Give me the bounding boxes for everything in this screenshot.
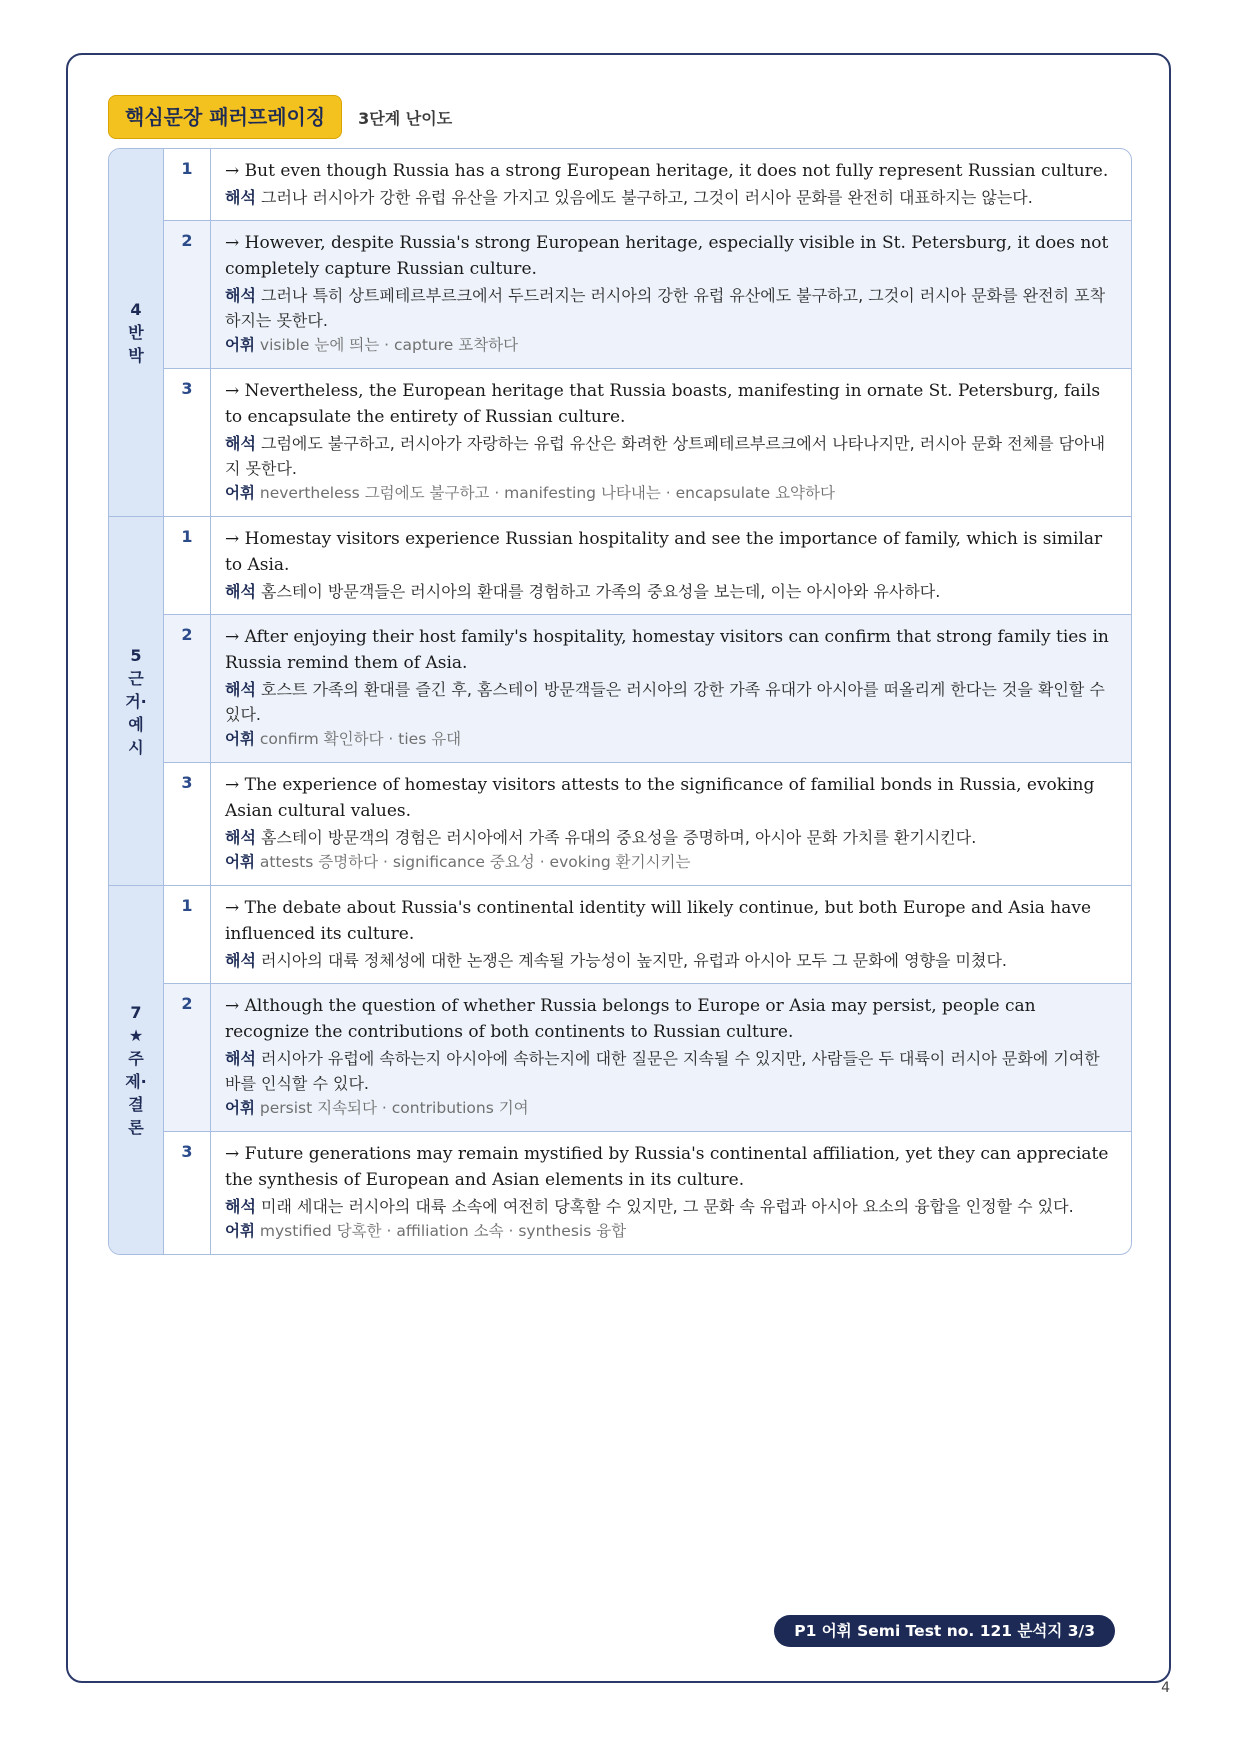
translation-text: 러시아가 유럽에 속하는지 아시아에 속하는지에 대한 질문은 지속될 수 있지만, 사람들은 두 대륙이 러시아 문화에 기여한 바를 인식할 수 있다.	[225, 1049, 1100, 1093]
translation-label: 해석	[225, 951, 256, 970]
vocab-text: persist 지속되다 · contributions 기여	[259, 1099, 529, 1117]
table-row	[164, 517, 1131, 614]
row-number: 1	[164, 517, 211, 614]
vocab-text: nevertheless 그럼에도 불구하고 · manifesting 나타내는 · encapsulate 요약하다	[259, 484, 835, 502]
section-label	[109, 517, 164, 885]
vocab-line	[225, 481, 1117, 506]
vocab-label: 어휘	[225, 730, 255, 748]
vocab-label: 어휘	[225, 1222, 255, 1240]
translation-label: 해석	[225, 434, 256, 453]
row-number: 2	[164, 615, 211, 762]
english-sentence: → After enjoying their host family's hospitality, homestay visitors can confirm that strong family ties in Russia remind them of Asia.	[225, 627, 1109, 673]
translation-text: 그러나 특히 상트페테르부르크에서 두드러지는 러시아의 강한 유럽 유산에도 불구하고, 그것이 러시아 문화를 완전히 포착하지는 못한다.	[225, 286, 1106, 330]
page-title: 핵심문장 패러프레이징	[108, 95, 342, 139]
vocab-label: 어휘	[225, 853, 255, 871]
vocab-line	[225, 850, 1117, 875]
row-content	[211, 615, 1131, 762]
english-sentence: → The experience of homestay visitors attests to the significance of familial bonds in Russia, evoking Asian cultural values.	[225, 775, 1095, 821]
vocab-label: 어휘	[225, 484, 255, 502]
section-label-char: 7	[130, 1003, 142, 1022]
section-2	[109, 516, 1131, 885]
row-content	[211, 369, 1131, 516]
korean-translation	[225, 283, 1117, 333]
vocab-text: visible 눈에 띄는 · capture 포착하다	[259, 336, 519, 354]
row-number: 3	[164, 1132, 211, 1254]
translation-text: 러시아의 대륙 정체성에 대한 논쟁은 계속될 가능성이 높지만, 유럽과 아시아 모두 그 문화에 영향을 미쳤다.	[261, 951, 1007, 970]
vocab-label: 어휘	[225, 336, 255, 354]
section-label-char: ★	[128, 1026, 144, 1045]
section-3	[109, 885, 1131, 1254]
row-number: 3	[164, 763, 211, 885]
korean-translation	[225, 1194, 1117, 1219]
page-number: 4	[1161, 1680, 1170, 1696]
korean-translation	[225, 431, 1117, 481]
row-number: 1	[164, 149, 211, 220]
vocab-text: attests 증명하다 · significance 중요성 · evoking 환기시키는	[259, 853, 691, 871]
english-sentence: → But even though Russia has a strong European heritage, it does not fully represent Russian culture.	[225, 161, 1109, 181]
korean-translation	[225, 948, 1117, 973]
row-content	[211, 221, 1131, 368]
translation-label: 해석	[225, 828, 256, 847]
translation-label: 해석	[225, 582, 256, 601]
paraphrase-table	[108, 148, 1132, 1255]
vocab-line	[225, 1219, 1117, 1244]
table-row	[164, 1131, 1131, 1254]
row-number: 1	[164, 886, 211, 983]
vocab-line	[225, 333, 1117, 358]
english-sentence: → Although the question of whether Russia belongs to Europe or Asia may persist, people can recognize the contributions of both continents to Russian culture.	[225, 996, 1036, 1042]
vocab-text: confirm 확인하다 · ties 유대	[259, 730, 462, 748]
translation-label: 해석	[225, 286, 256, 305]
translation-label: 해석	[225, 188, 256, 207]
row-content	[211, 984, 1131, 1131]
translation-text: 그러나 러시아가 강한 유럽 유산을 가지고 있음에도 불구하고, 그것이 러시아 문화를 완전히 대표하지는 않는다.	[261, 188, 1033, 207]
section-label-char: 박	[128, 346, 144, 365]
section-label	[109, 149, 164, 516]
footer-badge: P1 어휘 Semi Test no. 121 분석지 3/3	[774, 1615, 1115, 1647]
row-number: 3	[164, 369, 211, 516]
section-label-char: 5	[130, 645, 142, 665]
table-row	[164, 149, 1131, 220]
section-label-char: 반	[128, 323, 144, 342]
translation-text: 홈스테이 방문객의 경험은 러시아에서 가족 유대의 중요성을 증명하며, 아시아 문화 가치를 환기시킨다.	[261, 828, 977, 847]
english-sentence: → The debate about Russia's continental identity will likely continue, but both Europe and Asia have influenced its culture.	[225, 898, 1092, 944]
english-sentence: → Nevertheless, the European heritage that Russia boasts, manifesting in ornate St. Petersburg, fails to encapsulate the entirety of Russian culture.	[225, 381, 1101, 427]
row-content	[211, 886, 1131, 983]
section-label-char: 4	[130, 300, 142, 319]
vocab-line	[225, 727, 1117, 752]
english-sentence: → Future generations may remain mystified by Russia's continental affiliation, yet they can appreciate the synthesis of European and Asian elements in its culture.	[225, 1144, 1109, 1190]
korean-translation	[225, 825, 1117, 850]
table-row	[164, 886, 1131, 983]
section-label-char: 결	[128, 1095, 144, 1114]
difficulty-label: 3단계 난이도	[358, 108, 453, 128]
translation-label: 해석	[225, 1197, 256, 1216]
vocab-line	[225, 1096, 1117, 1121]
table-row	[164, 368, 1131, 516]
row-number: 2	[164, 221, 211, 368]
table-row	[164, 614, 1131, 762]
section-label-char: 근	[128, 668, 144, 688]
korean-translation	[225, 579, 1117, 604]
table-row	[164, 762, 1131, 885]
translation-text: 홈스테이 방문객들은 러시아의 환대를 경험하고 가족의 중요성을 보는데, 이는 아시아와 유사하다.	[261, 582, 941, 601]
section-header	[108, 95, 452, 139]
section-label-char: 시	[128, 737, 144, 757]
korean-translation	[225, 1046, 1117, 1096]
section-label-char: 제·	[125, 1072, 147, 1091]
section-label-char: 예	[128, 714, 144, 734]
section-label	[109, 886, 164, 1254]
table-row	[164, 220, 1131, 368]
translation-text: 호스트 가족의 환대를 즐긴 후, 홈스테이 방문객들은 러시아의 강한 가족 유대가 아시아를 떠올리게 한다는 것을 확인할 수 있다.	[225, 680, 1105, 724]
row-content	[211, 1132, 1131, 1254]
section-label-char: 론	[128, 1118, 144, 1137]
table-row	[164, 983, 1131, 1131]
korean-translation	[225, 677, 1117, 727]
translation-text: 미래 세대는 러시아의 대륙 소속에 여전히 당혹할 수 있지만, 그 문화 속 유럽과 아시아 요소의 융합을 인정할 수 있다.	[261, 1197, 1074, 1216]
row-content	[211, 149, 1131, 220]
english-sentence: → However, despite Russia's strong European heritage, especially visible in St. Petersburg, it does not completely capture Russian culture.	[225, 233, 1109, 279]
row-content	[211, 517, 1131, 614]
english-sentence: → Homestay visitors experience Russian hospitality and see the importance of family, which is similar to Asia.	[225, 529, 1103, 575]
row-content	[211, 763, 1131, 885]
translation-text: 그럼에도 불구하고, 러시아가 자랑하는 유럽 유산은 화려한 상트페테르부르크에서 나타나지만, 러시아 문화 전체를 담아내지 못한다.	[225, 434, 1106, 478]
vocab-label: 어휘	[225, 1099, 255, 1117]
section-label-char: 거·	[125, 691, 147, 711]
row-number: 2	[164, 984, 211, 1131]
translation-label: 해석	[225, 680, 256, 699]
section-label-char: 주	[128, 1049, 144, 1068]
section-1	[109, 149, 1131, 516]
translation-label: 해석	[225, 1049, 256, 1068]
korean-translation	[225, 185, 1117, 210]
vocab-text: mystified 당혹한 · affiliation 소속 · synthesis 융합	[259, 1222, 627, 1240]
